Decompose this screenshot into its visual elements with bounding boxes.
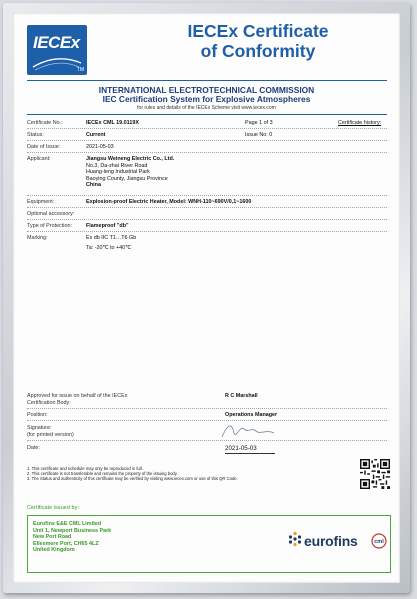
- issuer-line-3: New Port Road: [33, 534, 72, 541]
- note-2: 2. This certificate is not transferable and remains the property of the issuing body.: [27, 471, 178, 477]
- row-divider: [27, 140, 387, 141]
- date-label: Date of Issue:: [27, 144, 61, 150]
- org-rules: for rules and details of the IECEx Scheme visit www.iecex.com: [137, 105, 276, 111]
- title-line-2: of Conformity: [200, 41, 316, 61]
- applicant-block: [86, 156, 174, 189]
- position-label: Position:: [27, 412, 48, 418]
- issuer-address: [33, 521, 111, 554]
- issuer-line-2: Unit 1, Newport Business Park: [33, 527, 112, 534]
- row-divider: [27, 152, 387, 153]
- eurofins-dots-icon: [288, 531, 302, 547]
- issued-by-label: Certificate issued by:: [27, 505, 79, 511]
- page-indicator: Page 1 of 3: [245, 120, 273, 126]
- signature-label: [27, 425, 74, 438]
- header-divider: [27, 80, 387, 81]
- marking-line-2: Ta: -20℃ to +40℃: [86, 245, 132, 251]
- date-underline: [225, 453, 275, 454]
- approved-label: [27, 393, 127, 406]
- signature-label-main: Signature:: [27, 425, 52, 431]
- eurofins-logo-text: eurofins: [304, 533, 358, 549]
- applicant-label: Applicant:: [27, 156, 51, 162]
- iecex-logo-text: IECEx: [33, 33, 80, 52]
- protection-value: Flameproof "db": [86, 223, 129, 229]
- row-divider: [27, 440, 387, 441]
- issuer-line-1: Eurofins E&E CML Limited: [33, 521, 102, 527]
- approved-label-1: Approved for issue on behalf of the IECEx: [27, 393, 128, 399]
- signoff-date: 2021-05-03: [225, 445, 257, 452]
- issuer-line-4: Ellesmere Port, CH65 4LZ: [33, 540, 99, 547]
- logo-tm: TM: [76, 67, 84, 73]
- title-line-1: IECEx Certificate: [187, 21, 329, 41]
- row-divider: [27, 219, 387, 220]
- status-label: Status:: [27, 132, 44, 138]
- applicant-address-2: Huang-leng Industrial Park: [86, 169, 150, 175]
- applicant-name: Jiangsu Weineng Electric Co., Ltd.: [86, 156, 175, 162]
- marking-line-1: Ex db IIC T1…T6 Gb: [86, 235, 137, 241]
- row-divider: [27, 420, 387, 421]
- approved-label-2: Certification Body:: [27, 399, 71, 406]
- iecex-logo: [27, 25, 87, 75]
- org-system: IEC Certification System for Explosive Atmospheres: [102, 94, 311, 104]
- cml-logo-text: cml: [374, 539, 384, 545]
- logo-swoosh-icon: [31, 55, 83, 71]
- certificate-sheet: [13, 13, 400, 583]
- signature-mark-icon: [218, 419, 278, 441]
- signoff-date-label: Date:: [27, 445, 40, 451]
- cert-no-label: Certificate No.:: [27, 120, 63, 126]
- issuer-line-5: United Kingdom: [33, 547, 75, 554]
- equipment-label: Equipment:: [27, 199, 55, 205]
- note-1: 1. This certificate and schedule may only be reproduced in full.: [27, 466, 143, 471]
- org-name: INTERNATIONAL ELECTROTECHNICAL COMMISSION: [98, 85, 315, 95]
- marking-label: Marking:: [27, 235, 48, 241]
- signature-label-sub: (for printed version): [27, 431, 74, 438]
- row-divider: [27, 408, 387, 409]
- notes: [27, 466, 327, 482]
- equipment-value: Explosion-proof Electric Heater, Model: WNH-110~690V/0,1~1600: [86, 199, 252, 205]
- applicant-address-1: No.3, Da-zhai River Road: [86, 162, 148, 169]
- certificate-frame: [3, 3, 410, 593]
- org-divider: [27, 114, 387, 115]
- note-3: 3. The Status and authenticity of this certificate may be verified by visiting www.iecex.com or use of this QR Code.: [27, 476, 238, 482]
- approver-name: R C Marshall: [225, 393, 258, 399]
- qr-code[interactable]: [360, 459, 390, 489]
- row-divider: [27, 231, 387, 232]
- issuer-box: [27, 515, 391, 573]
- applicant-address-3: Baoying County, Jiangsu Province: [86, 175, 168, 182]
- accessory-label: Optional accessory:: [27, 211, 75, 217]
- issue-no: Issue No: 0: [245, 132, 273, 138]
- row-divider: [27, 128, 387, 129]
- protection-label: Type of Protection:: [27, 223, 72, 229]
- date-value: 2021-05-03: [86, 144, 114, 150]
- row-divider: [27, 207, 387, 208]
- applicant-country: China: [86, 182, 101, 188]
- certificate-history-link[interactable]: Certificate history:: [338, 120, 382, 126]
- row-divider: [27, 195, 387, 196]
- status-value: Current: [86, 132, 106, 138]
- position-value: Operations Manager: [225, 412, 278, 418]
- cert-no: IECEx CML 19.0119X: [86, 120, 139, 126]
- cml-logo: [371, 533, 387, 549]
- certificate-title: [123, 21, 393, 61]
